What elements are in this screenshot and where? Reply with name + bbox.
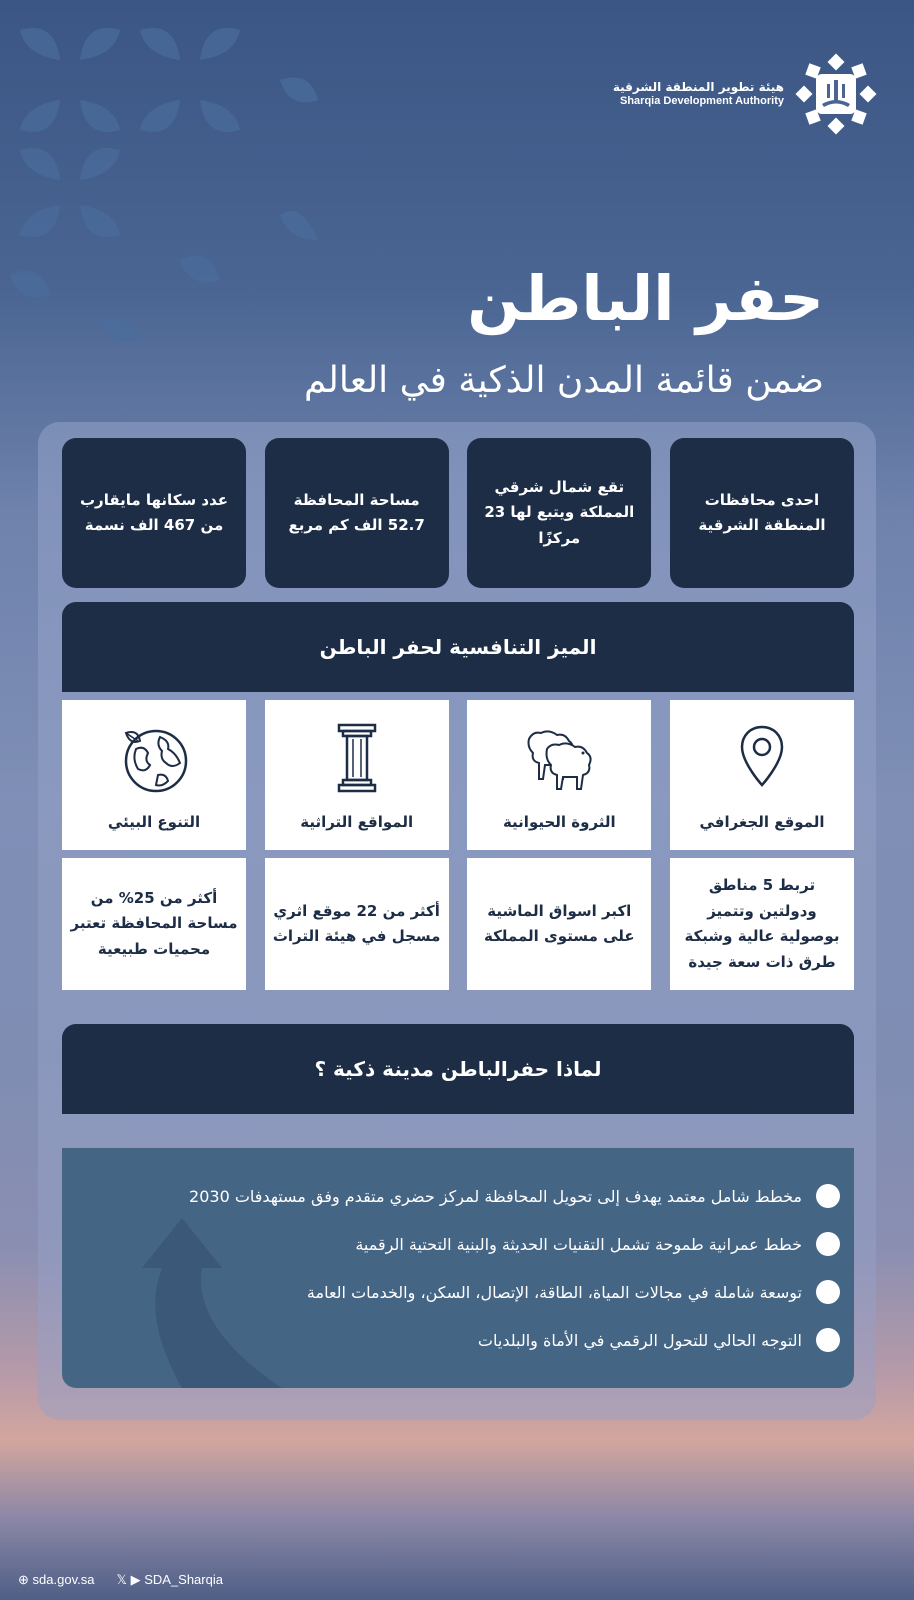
list-item [189, 1220, 840, 1268]
facts-row [62, 438, 854, 588]
logo-english-name: Sharqia Development Authority [619, 94, 784, 107]
advantage-label: الثروة الحيوانية [502, 813, 616, 831]
footer [18, 1572, 223, 1588]
advantage-card [62, 700, 246, 850]
advantage-label: الموقع الجغرافي [699, 813, 825, 831]
why-item-text: توسعة شاملة في مجالات المياة، الطاقة، الإتصال، السكن، والخدمات العامة [306, 1282, 802, 1302]
x-icon: 𝕏 [116, 1572, 127, 1587]
youtube-icon: ▶ [130, 1572, 141, 1587]
bullet-icon [816, 1280, 840, 1304]
sheep-icon [519, 719, 599, 799]
social-handle[interactable] [116, 1572, 223, 1588]
globe-leaf-icon [114, 719, 194, 799]
advantage-description: اكبر اسواق الماشية على مستوى المملكة [467, 858, 651, 990]
logo-emblem-icon [794, 52, 878, 136]
why-heading: لماذا حفرالباطن مدينة ذكية ؟ [62, 1024, 854, 1114]
social-text: SDA_Sharqia [144, 1572, 223, 1587]
website-link[interactable] [18, 1572, 94, 1588]
column-icon [317, 719, 397, 799]
advantages-heading: الميز التنافسية لحفر الباطن [62, 602, 854, 692]
fact-card: مساحة المحافظة 52.7 الف كم مربع [265, 438, 449, 588]
list-item [189, 1316, 840, 1364]
page-subtitle: ضمن قائمة المدن الذكية في العالم [303, 360, 824, 401]
why-item-text: التوجه الحالي للتحول الرقمي في الأماة والبلديات [477, 1330, 802, 1350]
advantage-label: المواقع التراثية [300, 813, 414, 831]
list-item [189, 1172, 840, 1220]
why-section [62, 1148, 854, 1388]
advantages-text-row [62, 858, 854, 990]
advantage-card [467, 700, 651, 850]
location-pin-icon [722, 719, 802, 799]
decorative-pattern [0, 0, 320, 360]
why-item-text: خطط عمرانية طموحة تشمل التقنيات الحديثة والبنية التحتية الرقمية [355, 1234, 802, 1254]
advantage-description: تربط 5 مناطق ودولتين وتتميز بوصولية عالية وشبكة طرق ذات سعة جيدة [670, 858, 854, 990]
bullet-icon [816, 1328, 840, 1352]
page-title: حفر الباطن [467, 262, 824, 335]
why-list [189, 1172, 840, 1364]
bullet-icon [816, 1184, 840, 1208]
advantage-description: أكثر من 25% من مساحة المحافظة تعتبر محميات طبيعية [62, 858, 246, 990]
advantage-description: أكثر من 22 موقع اثري مسجل في هيئة التراث [265, 858, 449, 990]
logo-text [613, 80, 784, 108]
advantages-row [62, 700, 854, 850]
advantage-card [670, 700, 854, 850]
why-item-text: مخطط شامل معتمد يهدف إلى تحويل المحافظة لمركز حضري متقدم وفق مستهدفات 2030 [189, 1186, 802, 1206]
list-item [189, 1268, 840, 1316]
logo-arabic-name: هيئة تطوير المنطقة الشرقية [612, 80, 784, 95]
advantage-label: التنوع البيئي [107, 813, 201, 831]
advantage-card [265, 700, 449, 850]
fact-card: احدى محافظات المنطقة الشرقية [670, 438, 854, 588]
website-text: sda.gov.sa [32, 1572, 95, 1587]
sda-logo [613, 52, 878, 136]
fact-card: عدد سكانها مايقارب من 467 الف نسمة [62, 438, 246, 588]
globe-icon: ⊕ [18, 1572, 29, 1587]
bullet-icon [816, 1232, 840, 1256]
fact-card: تقع شمال شرقي المملكة ويتبع لها 23 مركزًا [467, 438, 651, 588]
